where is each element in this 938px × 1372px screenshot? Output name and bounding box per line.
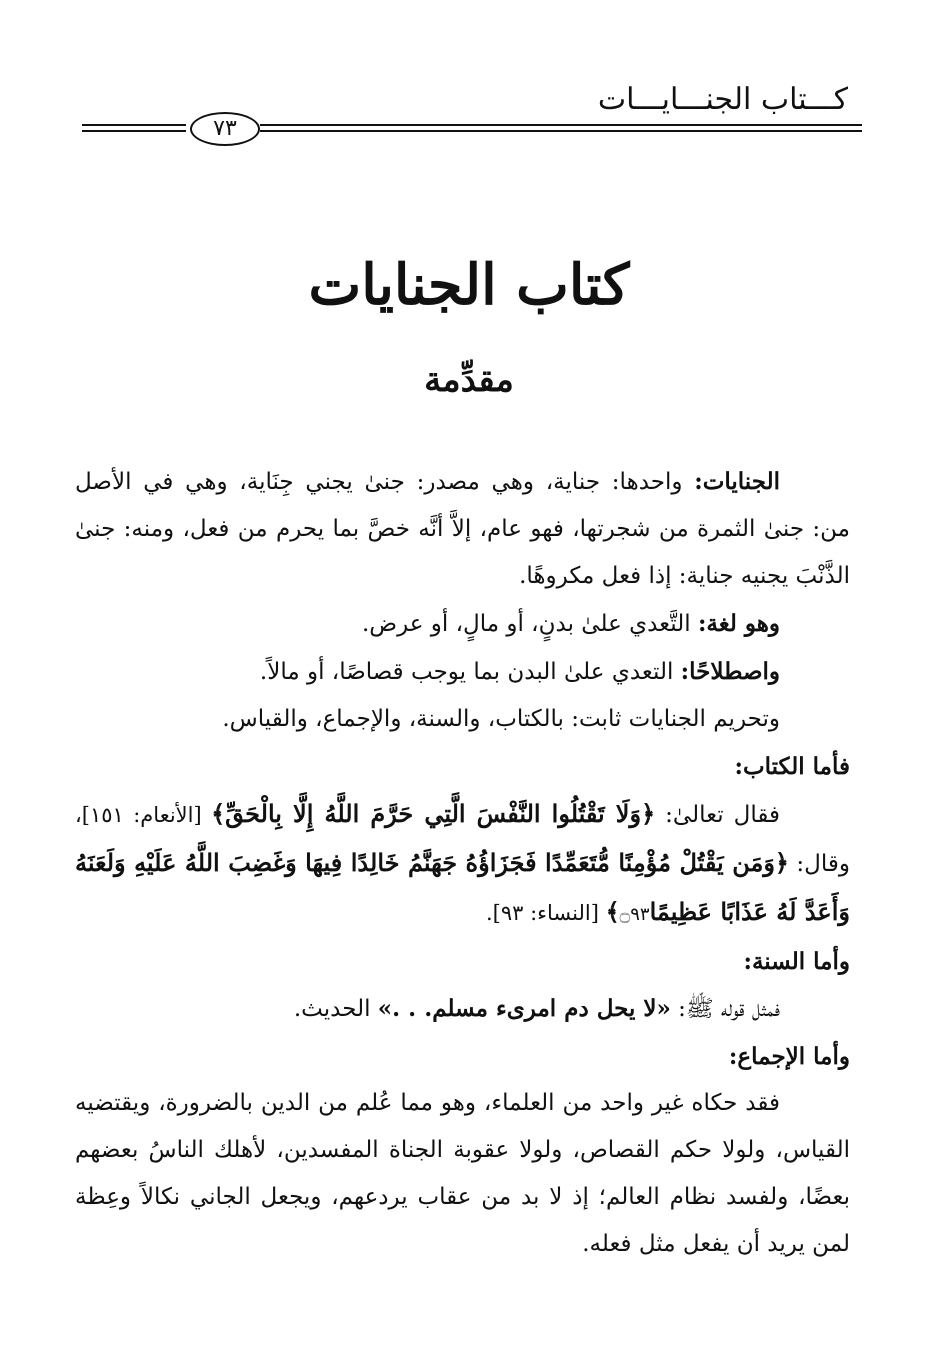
section-title: مقدِّمة <box>424 360 514 400</box>
istilah-label: واصطلاحًا: <box>680 658 780 685</box>
verse-close-bracket: ﴾ <box>605 897 620 926</box>
header-rule <box>82 116 862 142</box>
heading-kitab: فأما الكتاب: <box>734 753 850 780</box>
verse-anam: ﴿وَلَا تَقْتُلُوا النَّفْسَ الَّتِي حَرَّمَ اللَّهُ إِلَّا بِالْحَقِّ﴾ <box>211 799 656 828</box>
paragraph-ijma: فقد حكاه غير واحد من العلماء، وهو مما عُلم من الدين بالضرورة، ويقتضيه القياس، ولولا حكم القصاص، ولولا عقوبة الجناة المفسدين، لأهلك الناسُ بعضهم بعضًا، ولفسد نظام العالم؛ إذ لا بد من عقاب يردعهم، ويجعل الجاني نكالاً وعِظة لمن يريد أن يفعل مثل فعله. <box>75 1090 850 1257</box>
paragraph-tahrim: وتحريم الجنايات ثابت: بالكتاب، والسنة، والإجماع، والقياس. <box>222 706 780 732</box>
sunna-intro: فمثل قوله ﷺ: <box>670 996 780 1022</box>
paragraph-istilah <box>75 648 850 696</box>
rule-right <box>260 124 862 126</box>
kitab-intro-2: وقال: <box>788 851 850 877</box>
aya-number-marker: ۝٩٣ <box>619 904 650 925</box>
hadith-quote: «لا يحل دم امرىء مسلم. . .» <box>377 995 671 1022</box>
ref-anam: [الأنعام: ١٥١]، <box>75 803 212 827</box>
paragraph-kitab <box>75 790 850 938</box>
heading-ijma: وأما الإجماع: <box>728 1043 850 1070</box>
body-text <box>75 458 850 1268</box>
term-jinayat: الجنايات: <box>694 468 780 495</box>
running-title: كـــتاب الجنـــايـــات <box>597 82 848 117</box>
rule-left <box>82 124 186 126</box>
lugha-label: وهو لغة: <box>697 610 780 637</box>
lugha-text: التَّعدي علىٰ بدنٍ، أو مالٍ، أو عرض. <box>361 611 698 637</box>
paragraph-sunna <box>75 985 850 1033</box>
kitab-intro-1: فقال تعالىٰ: <box>655 802 780 828</box>
paragraph-definition <box>75 458 850 600</box>
sunna-outro: الحديث. <box>293 996 378 1022</box>
verse-nisa: ﴿وَمَن يَقْتُلْ مُؤْمِنًا مُّتَعَمِّدًا فَجَزَاؤُهُ جَهَنَّمُ خَالِدًا فِيهَا وَغَضِبَ اللَّهُ عَلَيْهِ وَلَعَنَهُ وَأَعَدَّ لَهُ عَذَابًا عَظِيمًا <box>75 848 850 926</box>
book-title: كتاب الجنايات <box>308 252 630 318</box>
page-number: ٧٣ <box>190 112 260 146</box>
ref-nisa: [النساء: ٩٣]. <box>485 901 606 925</box>
istilah-text: التعدي علىٰ البدن بما يوجب قصاصًا، أو مالاً. <box>259 659 681 685</box>
heading-sunna: وأما السنة: <box>743 948 850 975</box>
paragraph-lugha <box>75 600 850 648</box>
definition-text: واحدها: جناية، وهي مصدر: جنىٰ يجني جِنَاية، وهي في الأصل من: جنىٰ الثمرة من شجرتها، فهو عام، إلاَّ أنَّه خصَّ بما يحرم من فعل، ومنه: جنىٰ الذَّنْبَ يجنيه جناية: إذا فعل مكروهًا. <box>75 469 850 589</box>
